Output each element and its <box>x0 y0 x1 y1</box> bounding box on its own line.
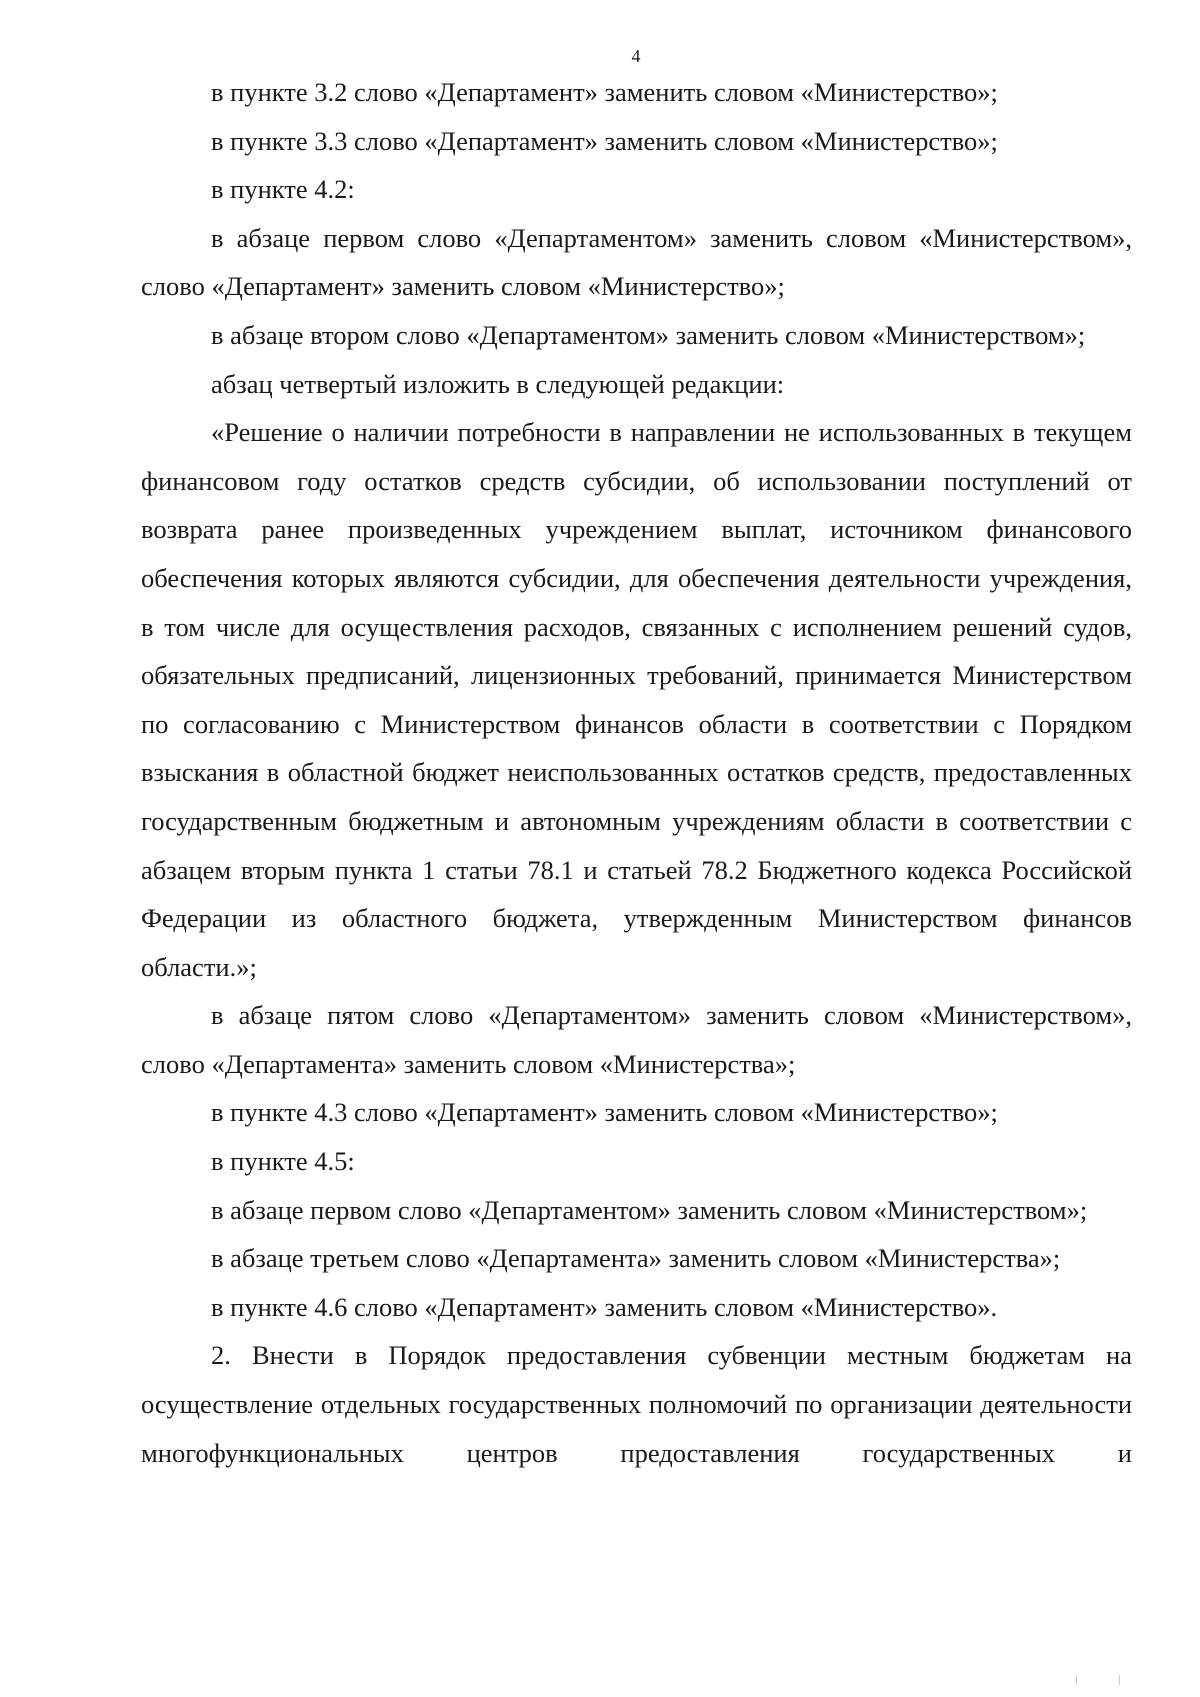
paragraph: в пункте 4.6 слово «Департамент» заменить словом «Министерство». <box>211 1291 998 1322</box>
paragraph: в пункте 4.5: <box>211 1146 355 1177</box>
paragraph: «Решение о наличии потребности в направлении не использованных в текущем финансовом году остатков средств субсидии, об использовании поступлений от возврата ранее произведенных учреждением выплат, источником финансового обеспечения которых являются субсидии, для обеспечения деятельности учреждения, в том числе для осуществления расходов, связанных с исполнением решений судов, обязательных предписаний, лицензионных требований, принимается Министерством по согласованию с Министерством финансов области в соответствии с Порядком взыскания в областной бюджет неиспользованных остатков средств, предоставленных государственным бюджетным и автономным учреждениям области в соответствии с абзацем вторым пункта 1 статьи 78.1 и статьей 78.2 Бюджетного кодекса Российской Федерации из областного бюджета, утвержденным Министерством финансов области.»; <box>141 417 1132 982</box>
paragraph: в абзаце третьем слово «Департамента» заменить словом «Министерства»; <box>211 1243 1061 1274</box>
paragraph: в пункте 3.3 слово «Департамент» заменить словом «Министерство»; <box>211 125 998 156</box>
paragraph: в пункте 3.2 слово «Департамент» заменить словом «Министерство»; <box>211 77 998 107</box>
paragraph: в абзаце первом слово «Департаментом» заменить словом «Министерством», слово «Департамент» заменить словом «Министерство»; <box>141 222 1132 302</box>
paragraph: в абзаце втором слово «Департаментом» заменить словом «Министерством»; <box>211 319 1086 350</box>
paragraph: в абзаце пятом слово «Департаментом» заменить словом «Министерством», слово «Департамента» заменить словом «Министерства»; <box>141 1000 1132 1079</box>
paragraph: в пункте 4.2: <box>211 174 355 205</box>
scan-artifact <box>1076 1675 1120 1685</box>
paragraph: абзац четвертый изложить в следующей редакции: <box>211 368 785 399</box>
page-number: 4 <box>631 46 641 66</box>
paragraph: в абзаце первом слово «Департаментом» заменить словом «Министерством»; <box>211 1194 1088 1225</box>
paragraph: в пункте 4.3 слово «Департамент» заменить словом «Министерство»; <box>211 1097 998 1128</box>
document-body <box>141 68 1132 1477</box>
paragraph: 2. Внести в Порядок предоставления субвенции местным бюджетам на осуществление отдельных государственных полномочий по организации деятельности многофункциональных центров предоставления государственных и <box>141 1340 1132 1468</box>
